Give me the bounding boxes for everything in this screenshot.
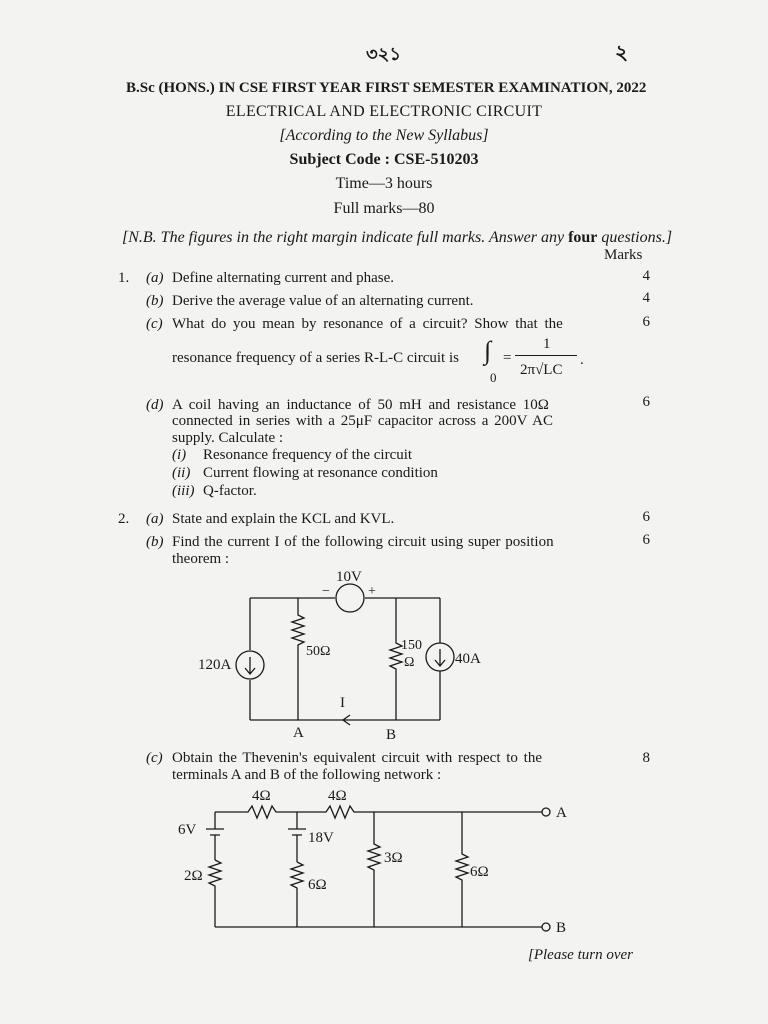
arrow-down-icon [435,649,445,666]
q2a-marks: 6 [642,509,650,525]
formula-end: . [580,352,584,368]
label-6v: 6V [178,822,197,838]
q2c-label: (c) [146,750,163,766]
resistor-6-ohm-mid [291,862,303,927]
q1b-text: Derive the average value of an alternating current. [172,293,474,309]
q1b-marks: 4 [642,290,650,306]
instructions-end: questions.] [601,229,673,246]
terminal-b-label: B [556,920,567,936]
label-18v: 18V [308,830,334,846]
q2b-line1: Find the current I of the following circuit using super position [172,534,554,550]
q1d-line1: A coil having an inductance of 50 mH and resistance 10Ω [172,397,549,413]
q2a-text: State and explain the KCL and KVL. [172,511,395,527]
label-6-ohm-mid: 6Ω [308,877,327,893]
instructions [122,229,672,247]
resistor-6-ohm-right [456,812,468,927]
label-10v: 10V [336,569,362,585]
q1d-ii-label: (ii) [172,465,191,481]
formula-denominator: 2π√LC [520,362,563,378]
arrow-down-icon [245,657,255,674]
node-b-label: B [386,727,397,743]
label-plus: + [368,584,376,599]
q2b-line2: theorem : [172,551,230,567]
q1c-text2: resonance frequency of a series R-L-C circuit is [172,350,459,366]
label-3-ohm: 3Ω [384,850,403,866]
label-current-i: I [340,695,345,711]
header-code: ৩২১ [366,44,402,65]
formula-integral: ∫ [484,336,492,365]
resistor-2-ohm [209,860,221,927]
q2-number: 2. [118,511,130,527]
q1b-label: (b) [146,293,164,309]
q2c-line1: Obtain the Thevenin's equivalent circuit with respect to the [172,750,542,766]
label-2-ohm: 2Ω [184,868,203,884]
q1d-marks: 6 [642,394,650,410]
q1d-i-label: (i) [172,447,187,463]
exam-time: Time—3 hours [335,175,433,192]
q1a-text: Define alternating current and phase. [172,270,394,286]
q1c-text: What do you mean by resonance of a circuit? Show that the [172,316,563,332]
terminal-b [542,923,550,931]
q1a-marks: 4 [642,268,650,284]
q1d-i-text: Resonance frequency of the circuit [203,447,413,463]
exam-title: B.Sc (HONS.) IN CSE FIRST YEAR FIRST SEMESTER EXAMINATION, 2022 [126,80,647,96]
terminal-a [542,808,550,816]
label-minus: − [322,584,330,599]
node-a-label: A [293,725,304,741]
resistor-50-ohm [292,598,304,720]
q1d-iii-text: Q-factor. [203,483,257,499]
turn-over-note: [Please turn over [528,947,633,963]
battery-6v [206,812,224,860]
label-ohm: Ω [404,655,415,670]
label-4-ohm-2: 4Ω [328,788,347,804]
q1a-label: (a) [146,270,164,286]
q2c-line2: terminals A and B of the following network : [172,767,442,783]
course-title: ELECTRICAL AND ELECTRONIC CIRCUIT [225,103,543,120]
q1d-line2: connected in series with a 25μF capacitor across a 200V AC [172,413,554,429]
formula-bar [515,355,577,356]
battery-18v [288,812,306,862]
subject-code: Subject Code : CSE-510203 [289,151,479,168]
page-number: ২ [615,40,629,64]
superposition-circuit [190,565,500,745]
q1d-iii-label: (iii) [172,483,195,499]
label-4-ohm-1: 4Ω [252,788,271,804]
label-120a: 120A [198,657,232,673]
q1d-line3: supply. Calculate : [172,430,284,446]
thevenin-circuit [170,782,590,942]
instructions-text: [N.B. The figures in the right margin indicate full marks. Answer any [122,229,565,246]
terminal-a-label: A [556,805,567,821]
label-50-ohm: 50Ω [306,644,331,659]
q2c-marks: 8 [642,750,650,766]
q1-number: 1. [118,270,130,286]
label-6-ohm-right: 6Ω [470,864,489,880]
voltage-source-10v [336,584,364,612]
instructions-bold: four [568,229,598,246]
q2a-label: (a) [146,511,164,527]
formula-equals: = [503,350,512,366]
q1d-ii-text: Current flowing at resonance condition [203,465,438,481]
q1c-label: (c) [146,316,163,332]
formula-numerator: 1 [543,336,551,352]
q1d-label: (d) [146,397,164,413]
q1c-marks: 6 [642,314,650,330]
q2b-label: (b) [146,534,164,550]
formula-subscript: 0 [490,370,497,385]
circuit2-top-wire [215,806,542,818]
q2b-marks: 6 [642,532,650,548]
resistor-3-ohm [368,812,380,927]
marks-header: Marks [604,247,643,263]
full-marks: Full marks—80 [333,200,435,217]
resistor-150-ohm [390,598,402,720]
label-40a: 40A [455,651,481,667]
label-150: 150 [401,638,422,653]
syllabus-note: [According to the New Syllabus] [279,127,489,144]
